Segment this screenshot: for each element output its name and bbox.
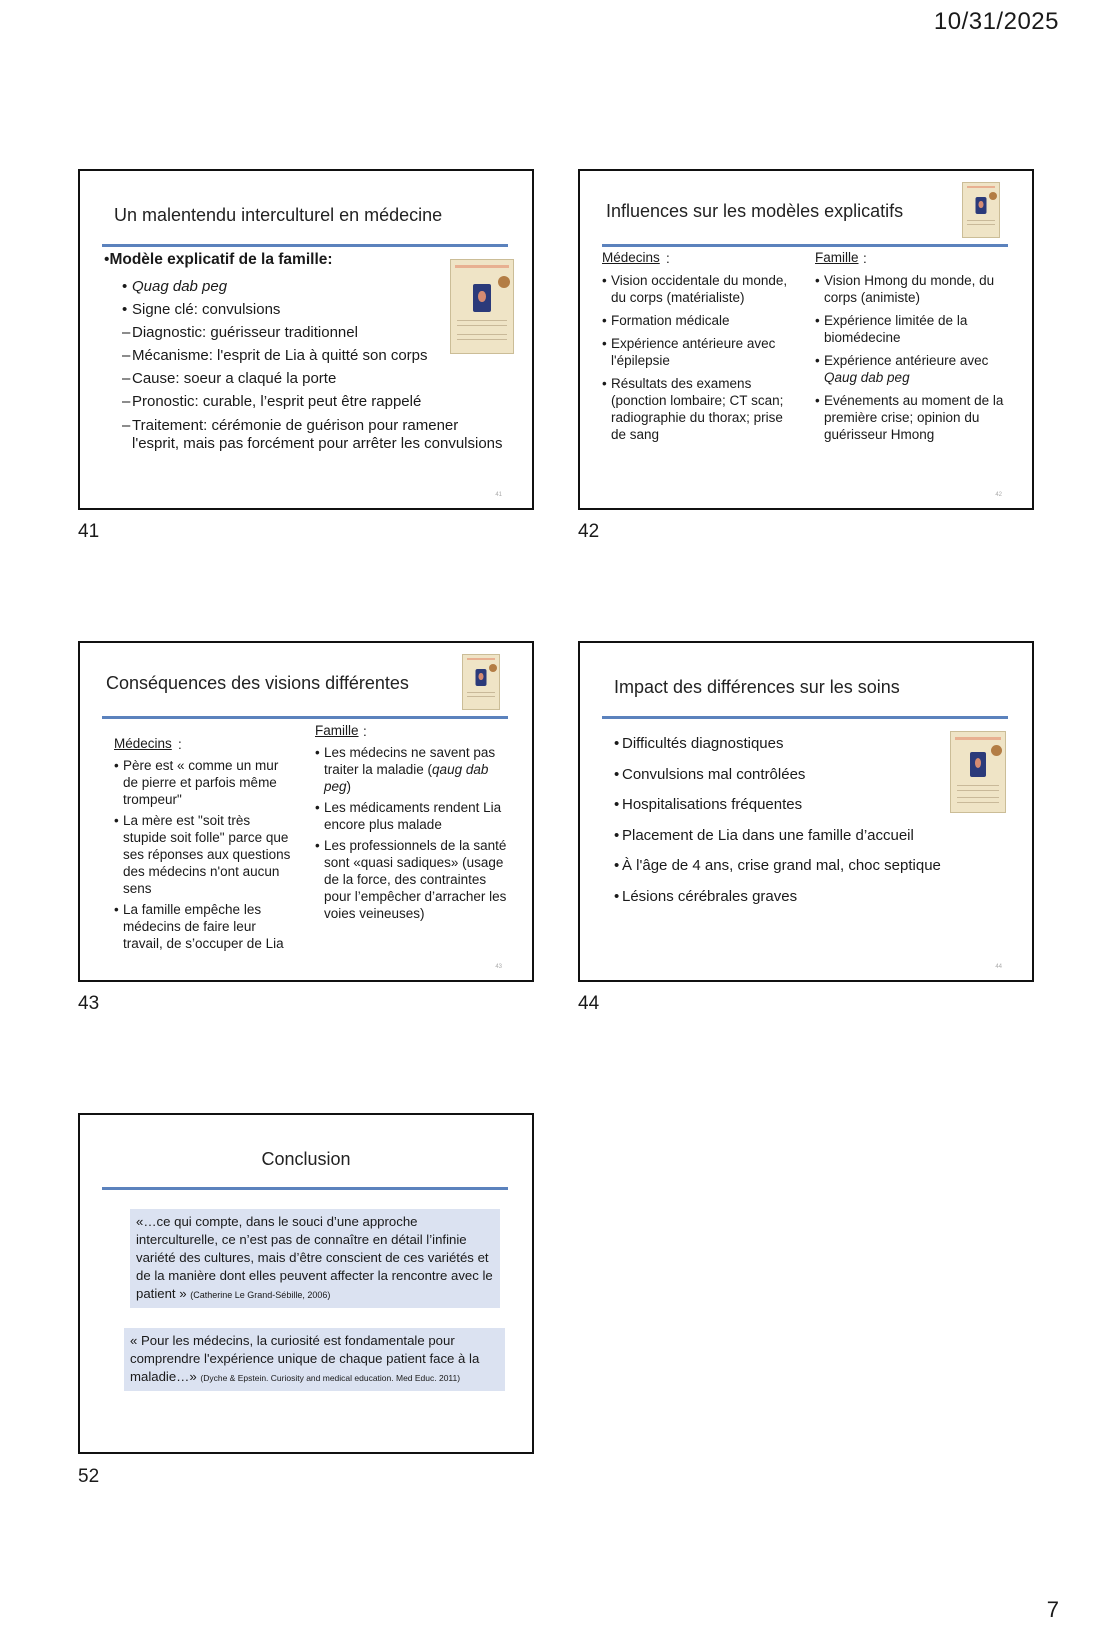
physicians-column-heading: Médecins — [114, 736, 172, 751]
colon: : — [666, 251, 670, 266]
list-item: • Vision occidentale du monde, du corps (matérialiste) — [602, 273, 788, 305]
slide-title: Conséquences des visions différentes — [106, 673, 409, 693]
slide-corner-number: 41 — [495, 492, 502, 498]
slide-title: Conclusion — [261, 1149, 351, 1169]
slide-title: Influences sur les modèles explicatifs — [606, 201, 904, 221]
impact-list — [614, 729, 964, 912]
physicians-list — [114, 757, 296, 952]
list-item: – Pronostic: curable, l’esprit peut être rappelé — [122, 393, 422, 410]
quote-citation: (Dyche & Epstein. Curiosity and medical education. Med Educ. 2011) — [200, 1373, 461, 1383]
list-item: • Les professionnels de la santé sont «quasi sadiques» (usage de la force, des contraintes pour l’empêcher d’arracher les voies veineuses) — [315, 838, 507, 921]
slide-41 — [78, 169, 534, 510]
physicians-list — [602, 272, 796, 443]
model-list — [122, 275, 507, 453]
slide-number: 41 — [78, 521, 100, 542]
list-item: • Expérience antérieure avec l'épilepsie — [602, 336, 776, 368]
list-item: • À l'âge de 4 ans, crise grand mal, choc septique — [614, 857, 941, 874]
list-item: • La mère est "soit très stupide soit folle" parce que ses réponses aux questions des médecins n'ont aucun sens — [114, 813, 291, 896]
slide-title: Un malentendu interculturel en médecine — [114, 205, 443, 225]
slide-44 — [578, 641, 1034, 982]
list-item: • Convulsions mal contrôlées — [614, 765, 806, 783]
title-rule — [102, 716, 508, 719]
slide-corner-number: 43 — [495, 964, 502, 970]
colon: : — [178, 737, 182, 752]
list-item: • Formation médicale — [602, 313, 730, 328]
family-column-heading: Famille — [815, 250, 859, 265]
list-item: • Les médecins ne savent pas traiter la maladie (qaug dab peg) — [315, 745, 496, 794]
slide-number: 52 — [78, 1466, 100, 1487]
family-column-heading: Famille — [315, 723, 359, 738]
list-item: • La famille empêche les médecins de faire leur travail, de s’occuper de Lia — [114, 902, 284, 951]
bullet-icon: • — [104, 251, 110, 268]
book-cover-image — [462, 654, 500, 710]
slide-number: 42 — [578, 521, 600, 542]
model-heading: •Modèle explicatif de la famille: — [104, 251, 333, 268]
title-rule — [602, 716, 1008, 719]
quote-citation: (Catherine Le Grand-Sébille, 2006) — [190, 1290, 331, 1300]
list-item: • Expérience antérieure avec Qaug dab peg — [815, 353, 989, 385]
list-item: • Lésions cérébrales graves — [614, 887, 798, 905]
list-item: • Résultats des examens (ponction lombaire; CT scan; radiographie du thorax; prise de sang — [602, 376, 784, 442]
slide-number: 43 — [78, 993, 100, 1014]
title-rule — [102, 1187, 508, 1190]
title-rule — [602, 244, 1008, 247]
title-rule — [102, 244, 508, 247]
list-item: • Vision Hmong du monde, du corps (animiste) — [815, 273, 995, 305]
family-list — [815, 272, 1013, 443]
physicians-column-heading: Médecins — [602, 250, 660, 265]
slide-42 — [578, 169, 1034, 510]
quote-box-1: «…ce qui compte, dans le souci d’une approche interculturelle, ce n’est pas de connaître en détail l’infinie variété des cultures, mais d’être conscient de ces variétés et de la manière dont elles peuvent affecter la rencontre avec le patient » (Catherine Le Grand-Sébille, 2006) — [130, 1209, 500, 1308]
list-item: • Père est « comme un mur de pierre et parfois même trompeur" — [114, 758, 279, 807]
list-item: • Evénements au moment de la première crise; opinion du guérisseur Hmong — [815, 393, 1004, 442]
list-item: – Traitement: cérémonie de guérison pour ramener l'esprit, mais pas forcément pour arrêter les convulsions — [122, 417, 503, 452]
list-item: – Diagnostic: guérisseur traditionnel — [122, 324, 358, 341]
list-item: • Les médicaments rendent Lia encore plus malade — [315, 800, 502, 832]
colon: : — [363, 724, 367, 739]
list-item: – Mécanisme: l'esprit de Lia à quitté son corps — [122, 347, 428, 364]
list-item: • Signe clé: convulsions — [122, 301, 281, 318]
slide-title: Impact des différences sur les soins — [614, 677, 900, 697]
list-item: • Difficultés diagnostiques — [614, 735, 784, 752]
list-item: • Hospitalisations fréquentes — [614, 796, 803, 813]
family-list — [315, 744, 511, 922]
colon: : — [863, 251, 867, 266]
page-number: 7 — [1046, 1597, 1059, 1622]
list-item: • Placement de Lia dans une famille d’accueil — [614, 826, 914, 844]
slide-43 — [78, 641, 534, 982]
list-item: – Cause: soeur a claqué la porte — [122, 370, 337, 387]
quote-box-2: « Pour les médecins, la curiosité est fondamentale pour comprendre l'expérience unique de chaque patient face à la maladie…» (Dyche & Epstein. Curiosity and medical education. Med Educ. 2011) — [124, 1328, 505, 1391]
book-cover-image — [962, 182, 1000, 238]
list-item: • Quag dab peg — [122, 278, 228, 295]
slide-corner-number: 42 — [995, 492, 1002, 498]
slide-number: 44 — [578, 993, 600, 1014]
slide-corner-number: 44 — [995, 964, 1002, 970]
handout-date: 10/31/2025 — [933, 8, 1059, 35]
slide-52 — [78, 1113, 534, 1454]
list-item: • Expérience limitée de la biomédecine — [815, 313, 968, 345]
